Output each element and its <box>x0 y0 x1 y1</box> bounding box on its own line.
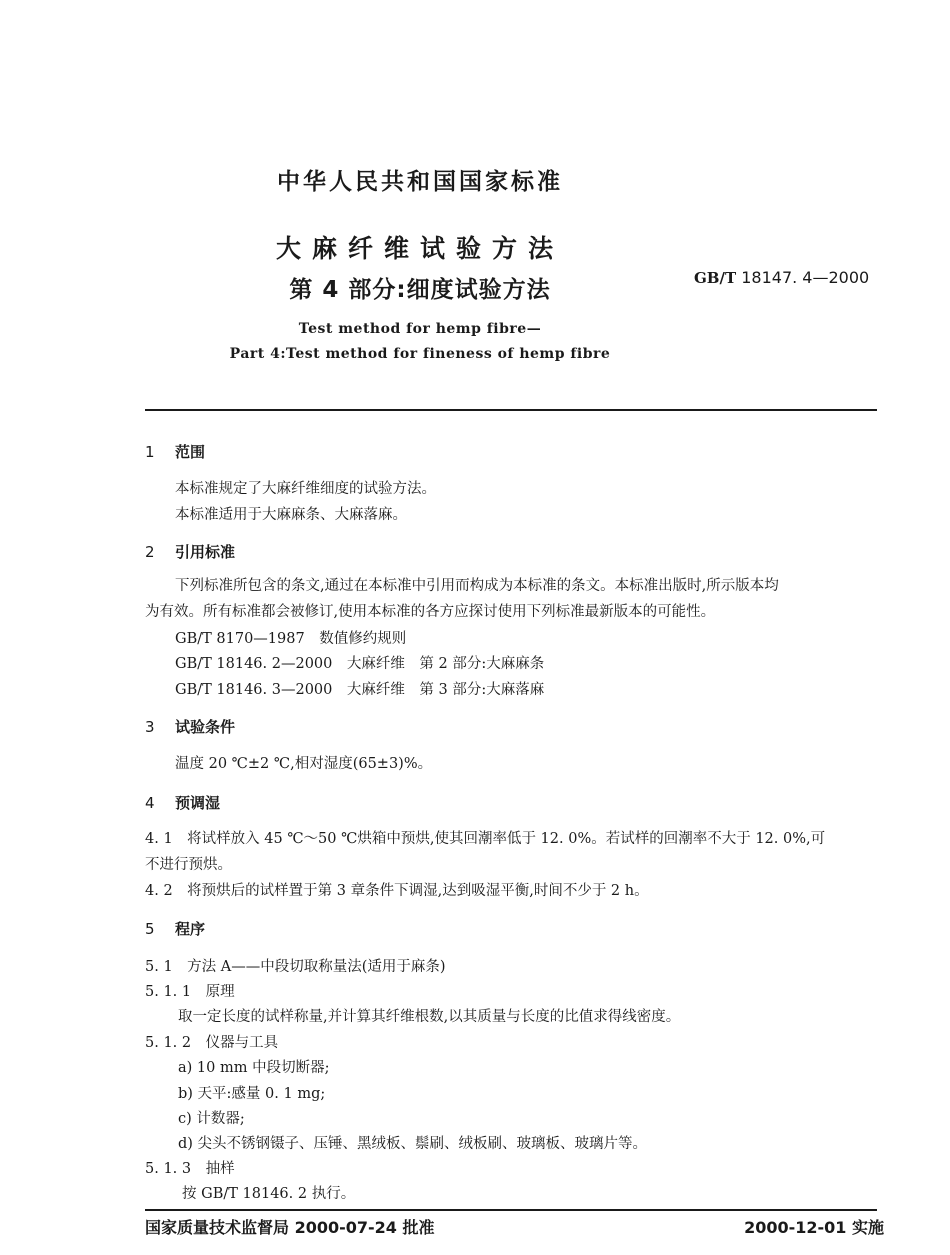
list-item: a) 10 mm 中段切断器; <box>178 1060 330 1076</box>
section-title: 预调湿 <box>175 794 221 812</box>
clause-5-1: 5. 1 方法 A——中段切取称量法(适用于麻条) <box>145 959 446 975</box>
section-4-heading <box>145 792 220 813</box>
section-2-heading <box>145 541 235 562</box>
standard-prefix: GB/T <box>694 269 737 287</box>
list-item: c) 计数器; <box>178 1111 245 1127</box>
list-item: b) 天平:感量 0. 1 mg; <box>178 1086 326 1102</box>
implementation-date: 2000-12-01 实施 <box>744 1218 884 1237</box>
list-item: d) 尖头不锈钢镊子、压锤、黑绒板、鬃刷、绒板刷、玻璃板、玻璃片等。 <box>178 1136 648 1152</box>
english-title-line-1: Test method for hemp fibre— <box>298 321 542 337</box>
section-title: 试验条件 <box>175 718 236 736</box>
approval-date: 国家质量技术监督局 2000-07-24 批准 <box>145 1218 435 1237</box>
footer-divider <box>145 1209 877 1211</box>
paragraph: 本标准规定了大麻纤维细度的试验方法。 <box>175 481 436 497</box>
document-subtitle: 第 4 部分:细度试验方法 <box>289 277 551 303</box>
paragraph: 温度 20 ℃±2 ℃,相对湿度(65±3)%。 <box>175 756 433 772</box>
paragraph: 下列标准所包含的条文,通过在本标准中引用而构成为本标准的条文。本标准出版时,所示版本均 <box>175 578 779 594</box>
section-number: 5 <box>145 920 155 938</box>
normative-reference: GB/T 18146. 3—2000 大麻纤维 第 3 部分:大麻落麻 <box>175 682 545 698</box>
section-3-heading <box>145 716 235 737</box>
standard-number-value: 18147. 4—2000 <box>741 268 870 287</box>
clause-5-1-3: 5. 1. 3 抽样 <box>145 1161 235 1177</box>
clause-5-1-1: 5. 1. 1 原理 <box>145 984 235 1000</box>
clause-4-1-continued: 不进行预烘。 <box>145 857 232 873</box>
document-title: 大麻纤维试验方法 <box>275 234 564 263</box>
national-standard-heading: 中华人民共和国国家标准 <box>277 169 563 195</box>
section-title: 程序 <box>175 920 206 938</box>
normative-reference: GB/T 18146. 2—2000 大麻纤维 第 2 部分:大麻麻条 <box>175 656 545 672</box>
paragraph: 为有效。所有标准都会被修订,使用本标准的各方应探讨使用下列标准最新版本的可能性。 <box>145 604 716 620</box>
section-number: 4 <box>145 794 155 812</box>
section-title: 范围 <box>175 443 206 461</box>
section-number: 2 <box>145 543 155 561</box>
paragraph: 本标准适用于大麻麻条、大麻落麻。 <box>175 507 407 523</box>
standard-number <box>694 268 869 287</box>
english-title-line-2: Part 4:Test method for fineness of hemp fibre <box>229 346 611 362</box>
clause-5-1-2: 5. 1. 2 仪器与工具 <box>145 1035 279 1051</box>
section-number: 1 <box>145 443 155 461</box>
paragraph: 取一定长度的试样称量,并计算其纤维根数,以其质量与长度的比值求得线密度。 <box>178 1009 681 1025</box>
section-title: 引用标准 <box>175 543 236 561</box>
section-1-heading <box>145 441 205 462</box>
clause-4-1: 4. 1 将试样放入 45 ℃～50 ℃烘箱中预烘,使其回潮率低于 12. 0%。若试样的回潮率不大于 12. 0%,可 <box>145 831 826 847</box>
normative-reference: GB/T 8170—1987 数值修约规则 <box>175 631 407 647</box>
clause-4-2: 4. 2 将预烘后的试样置于第 3 章条件下调湿,达到吸湿平衡,时间不少于 2 h。 <box>145 883 649 899</box>
paragraph: 按 GB/T 18146. 2 执行。 <box>182 1186 356 1202</box>
section-number: 3 <box>145 718 155 736</box>
section-5-heading <box>145 918 205 939</box>
header-divider <box>145 409 877 411</box>
